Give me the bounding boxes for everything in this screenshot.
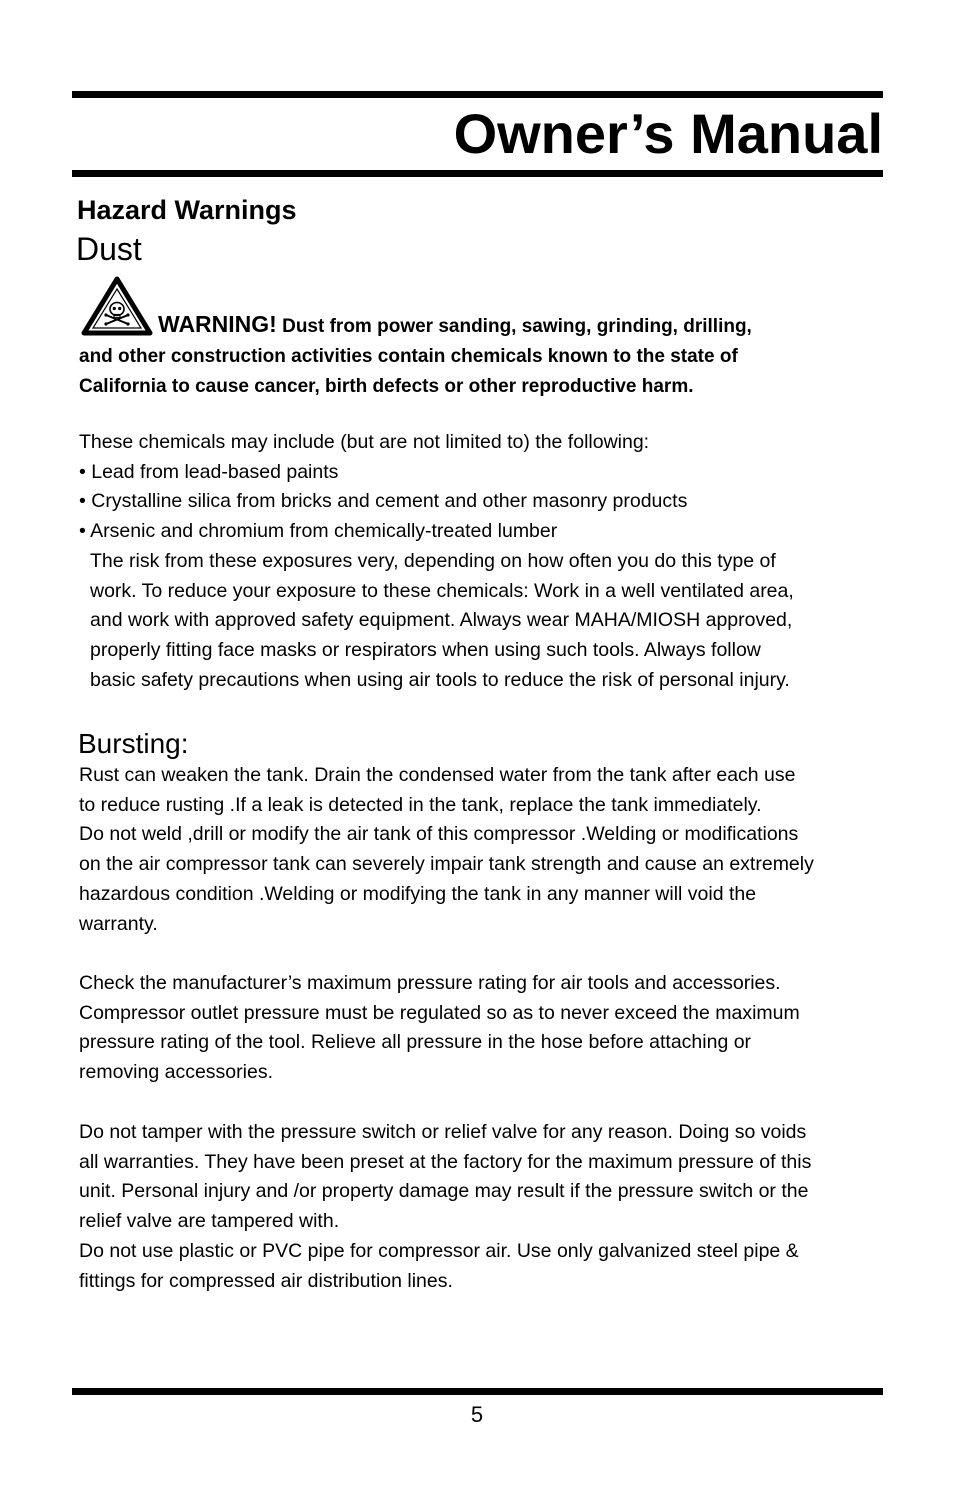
paragraph-line: unit. Personal injury and /or property damage may result if the pressure switch or the <box>79 1180 809 1203</box>
section-heading: Hazard Warnings <box>77 195 297 225</box>
risk-text-line: work. To reduce your exposure to these chemicals: Work in a well ventilated area, <box>90 579 794 602</box>
paragraph-line: fittings for compressed air distribution lines. <box>79 1269 453 1292</box>
paragraph-line: Check the manufacturer’s maximum pressure rating for air tools and accessories. <box>79 972 781 994</box>
header-top-rule <box>72 91 883 98</box>
list-item: • Lead from lead-based paints <box>79 460 339 483</box>
list-item: • Arsenic and chromium from chemically-treated lumber <box>79 520 558 543</box>
footer-rule <box>72 1388 883 1395</box>
risk-text-line: The risk from these exposures very, depending on how often you do this type of <box>90 549 776 572</box>
paragraph-line: Do not use plastic or PVC pipe for compressor air. Use only galvanized steel pipe & <box>79 1239 799 1262</box>
warning-label: WARNING! <box>158 311 277 337</box>
bursting-paragraph-2 <box>79 969 884 1088</box>
chemicals-intro: These chemicals may include (but are not limited to) the following: <box>79 431 650 453</box>
paragraph-line: all warranties. They have been preset at the factory for the maximum pressure of this <box>79 1150 812 1173</box>
subsection-heading-bursting: Bursting: <box>78 728 189 759</box>
paragraph-line: pressure rating of the tool. Relieve all pressure in the hose before attaching or <box>79 1031 752 1054</box>
paragraph-line: Compressor outlet pressure must be regulated so as to never exceed the maximum <box>79 1001 800 1024</box>
bursting-paragraph-3 <box>79 1118 884 1296</box>
paragraph-line: to reduce rusting .If a leak is detected in the tank, replace the tank immediately. <box>79 793 762 816</box>
risk-text-line: basic safety precautions when using air tools to reduce the risk of personal injury. <box>90 668 790 691</box>
risk-text-line: and work with approved safety equipment. Always wear MAHA/MIOSH approved, <box>90 609 793 632</box>
paragraph-line: Rust can weaken the tank. Drain the condensed water from the tank after each use <box>79 764 796 786</box>
paragraph-line: hazardous condition .Welding or modifying the tank in any manner will void the <box>79 882 757 905</box>
header-bottom-rule <box>72 170 883 177</box>
subsection-heading-dust: Dust <box>76 231 142 267</box>
warning-first-line <box>79 309 879 342</box>
paragraph-line: removing accessories. <box>79 1061 273 1084</box>
warning-text-line1: Dust from power sanding, sawing, grinding, drilling, <box>276 316 752 337</box>
paragraph-line: warranty. <box>79 912 158 935</box>
bursting-paragraph-1 <box>79 761 884 939</box>
paragraph-line: Do not weld ,drill or modify the air tank of this compressor .Welding or modifications <box>79 823 799 846</box>
paragraph-line: on the air compressor tank can severely impair tank strength and cause an extremely <box>79 853 814 876</box>
dust-details <box>79 428 884 695</box>
risk-text-line: properly fitting face masks or respirators when using such tools. Always follow <box>90 638 761 661</box>
list-item: • Crystalline silica from bricks and cement and other masonry products <box>79 490 688 513</box>
warning-text-line3: California to cause cancer, birth defects or other reproductive harm. <box>79 376 694 397</box>
paragraph-line: relief valve are tampered with. <box>79 1210 340 1233</box>
page-title: Owner’s Manual <box>453 102 883 165</box>
warning-notice <box>79 309 879 402</box>
page-number: 5 <box>470 1402 484 1427</box>
paragraph-line: Do not tamper with the pressure switch or relief valve for any reason. Doing so voids <box>79 1121 807 1143</box>
warning-text-line2: and other construction activities contain chemicals known to the state of <box>79 346 738 367</box>
